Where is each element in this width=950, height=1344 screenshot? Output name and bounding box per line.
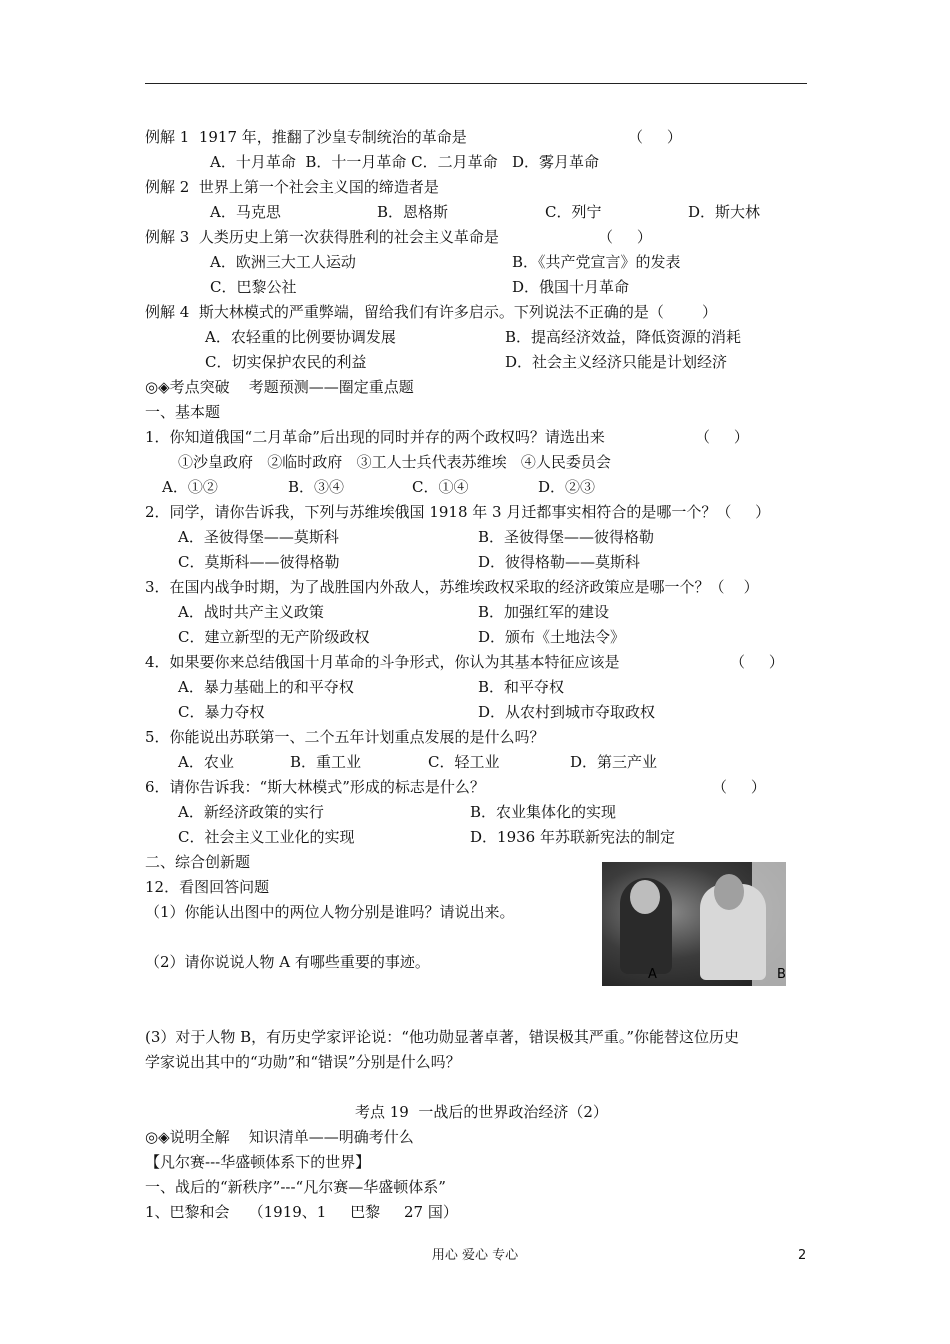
example-1-answer-blank: （ ） — [628, 128, 682, 146]
question-2-option-b: B．圣彼得堡——彼得格勒 — [478, 528, 655, 546]
example-3-option-d: D．俄国十月革命 — [512, 278, 630, 296]
next-section-title: 考点 19 一战后的世界政治经济（2） — [355, 1103, 608, 1121]
question-5-option-d: D．第三产业 — [570, 753, 658, 771]
example-4-question: 例解 4 斯大林模式的严重弊端，留给我们有许多启示。下列说法不正确的是（ ） — [145, 303, 717, 321]
example-2-option-c: C．列宁 — [545, 203, 602, 221]
example-4-option-c: C．切实保护农民的利益 — [205, 353, 367, 371]
question-6-option-d: D．1936 年苏联新宪法的制定 — [470, 828, 675, 846]
question-3-option-a: A．战时共产主义政策 — [178, 603, 324, 621]
question-4-answer-blank: （ ） — [730, 653, 784, 671]
photo-figure-b-head — [714, 874, 744, 910]
question-6-option-b: B．农业集体化的实现 — [470, 803, 617, 821]
question-2-option-a: A．圣彼得堡——莫斯科 — [178, 528, 339, 546]
question-4-option-c: C．暴力夺权 — [178, 703, 265, 721]
question-5-option-c: C．轻工业 — [428, 753, 500, 771]
question-5: 5．你能说出苏联第一、二个五年计划重点发展的是什么吗？ — [145, 728, 545, 746]
page-number: 2 — [798, 1248, 807, 1263]
question-4: 4．如果要你来总结俄国十月革命的斗争形式，你认为其基本特征应该是 — [145, 653, 620, 671]
example-2-option-b: B．恩格斯 — [377, 203, 449, 221]
example-2-option-a: A．马克思 — [210, 203, 281, 221]
question-3-option-c: C．建立新型的无产阶级政权 — [178, 628, 370, 646]
question-12: 12．看图回答问题 — [145, 878, 270, 896]
part-1-heading: 一、基本题 — [145, 403, 221, 421]
example-3-option-b: B．《共产党宣言》的发表 — [512, 253, 681, 271]
question-3-option-b: B．加强红军的建设 — [478, 603, 610, 621]
question-1-items: ①沙皇政府 ②临时政府 ③工人士兵代表苏维埃 ④人民委员会 — [178, 453, 611, 471]
example-3-question: 例解 3 人类历史上第一次获得胜利的社会主义革命是 — [145, 228, 499, 246]
section-heading: ◎◈考点突破 考题预测——圈定重点题 — [145, 378, 414, 396]
question-1-option-b: B．③④ — [288, 478, 345, 496]
example-4-option-d: D．社会主义经济只能是计划经济 — [505, 353, 728, 371]
example-4-option-a: A．农轻重的比例要协调发展 — [205, 328, 396, 346]
header-rule — [145, 83, 807, 84]
question-6-option-c: C．社会主义工业化的实现 — [178, 828, 355, 846]
example-4-option-b: B．提高经济效益，降低资源的消耗 — [505, 328, 742, 346]
question-1-option-c: C．①④ — [412, 478, 469, 496]
question-5-option-a: A．农业 — [178, 753, 234, 771]
question-5-option-b: B．重工业 — [290, 753, 362, 771]
next-section-subheading-1: 一、战后的“新秩序”---“凡尔赛—华盛顿体系” — [145, 1178, 446, 1196]
example-1-options: A．十月革命 B．十一月革命 C．二月革命 D．雾月革命 — [210, 153, 599, 171]
example-3-option-c: C．巴黎公社 — [210, 278, 297, 296]
example-2-option-d: D．斯大林 — [688, 203, 761, 221]
question-1-option-d: D．②③ — [538, 478, 596, 496]
question-12-sub-3-line-2: 学家说出其中的“功勋”和“错误”分别是什么吗？ — [145, 1053, 461, 1071]
question-12-sub-1: （1）你能认出图中的两位人物分别是谁吗？请说出来。 — [145, 903, 515, 921]
photo-label-b: B — [777, 967, 786, 982]
question-3-option-d: D．颁布《土地法令》 — [478, 628, 626, 646]
question-2-option-d: D．彼得格勒——莫斯科 — [478, 553, 641, 571]
question-6: 6．请你告诉我：“斯大林模式”形成的标志是什么？ — [145, 778, 485, 796]
historical-photo — [602, 862, 786, 986]
question-6-option-a: A．新经济政策的实行 — [178, 803, 324, 821]
example-3-option-a: A．欧洲三大工人运动 — [210, 253, 356, 271]
question-1-option-a: A．①② — [162, 478, 218, 496]
question-3: 3．在国内战争时期，为了战胜国内外敌人，苏维埃政权采取的经济政策应是哪一个？（ ） — [145, 578, 759, 596]
question-6-answer-blank: （ ） — [712, 778, 766, 796]
photo-figure-a-head — [630, 880, 660, 914]
example-1-question: 例解 1 1917 年，推翻了沙皇专制统治的革命是 — [145, 128, 467, 146]
part-2-heading: 二、综合创新题 — [145, 853, 251, 871]
question-1-answer-blank: （ ） — [695, 428, 749, 446]
question-12-sub-3-line-1: (3）对于人物 B，有历史学家评论说：“他功勋显著卓著，错误极其严重。”你能替这位历史 — [145, 1028, 740, 1046]
next-section-subheading-2: 1、巴黎和会 （1919、1 巴黎 27 国） — [145, 1203, 458, 1221]
photo-label-a: A — [648, 967, 657, 982]
question-4-option-b: B．和平夺权 — [478, 678, 565, 696]
question-12-sub-2: （2）请你说说人物 A 有哪些重要的事迹。 — [145, 953, 430, 971]
question-2: 2．同学，请你告诉我，下列与苏维埃俄国 1918 年 3 月迁都事实相符合的是哪一个？（ ） — [145, 503, 771, 521]
question-4-option-a: A．暴力基础上的和平夺权 — [178, 678, 354, 696]
page-footer: 用心 爱心 专心 — [431, 1248, 519, 1263]
question-2-option-c: C．莫斯科——彼得格勒 — [178, 553, 340, 571]
example-2-question: 例解 2 世界上第一个社会主义国的缔造者是 — [145, 178, 439, 196]
example-3-answer-blank: （ ） — [598, 228, 652, 246]
question-1: 1．你知道俄国“二月革命”后出现的同时并存的两个政权吗？请选出来 — [145, 428, 605, 446]
question-4-option-d: D．从农村到城市夺取政权 — [478, 703, 656, 721]
next-section-heading: ◎◈说明全解 知识清单——明确考什么 — [145, 1128, 414, 1146]
next-section-bracket-heading: 【凡尔赛---华盛顿体系下的世界】 — [145, 1153, 371, 1171]
